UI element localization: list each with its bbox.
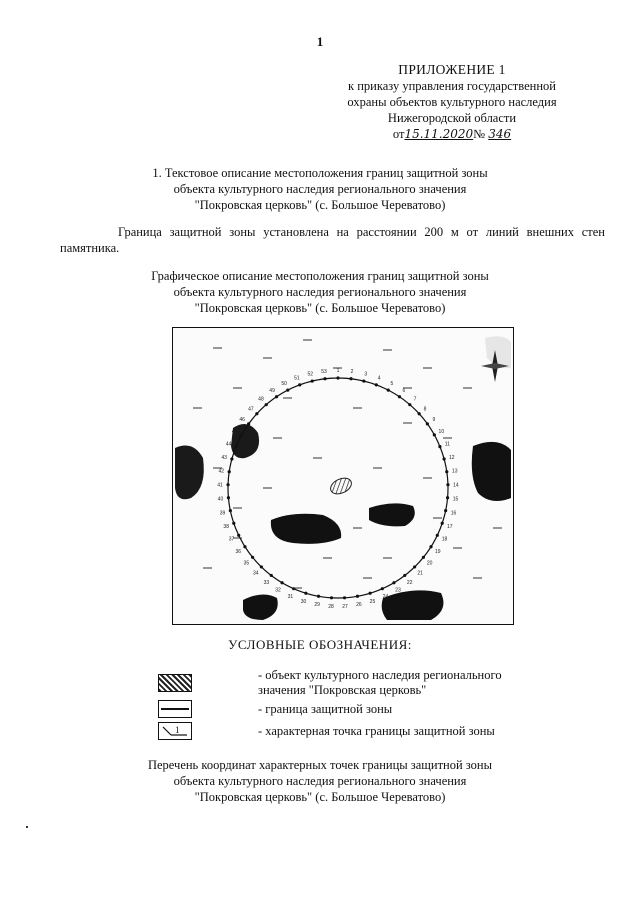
boundary-point-label: 14 xyxy=(453,482,459,489)
number-prefix: № xyxy=(473,127,486,141)
legend-item-point xyxy=(158,722,578,742)
boundary-point xyxy=(369,592,372,595)
boundary-point-label: 34 xyxy=(253,570,259,577)
boundary-point-label: 22 xyxy=(406,579,413,586)
terrain-blob xyxy=(271,514,341,544)
boundary-point xyxy=(265,403,268,406)
boundary-point xyxy=(270,574,273,577)
boundary-point xyxy=(422,556,425,559)
boundary-point-label: 9 xyxy=(432,417,436,424)
boundary-point xyxy=(251,556,254,559)
boundary-point xyxy=(426,422,429,425)
appendix-line-2: охраны объектов культурного наследия xyxy=(347,95,557,109)
boundary-point xyxy=(436,534,439,537)
boundary-point-label: 6 xyxy=(402,388,406,395)
boundary-point-label: 3 xyxy=(364,371,368,378)
boundary-point-label: 38 xyxy=(223,523,229,530)
boundary-point xyxy=(441,522,444,525)
boundary-point xyxy=(280,581,283,584)
boundary-point-label: 8 xyxy=(423,406,427,413)
boundary-point xyxy=(444,509,447,512)
legend-item-object-text xyxy=(258,668,558,698)
boundary-point xyxy=(433,433,436,436)
boundary-point-label: 51 xyxy=(294,375,300,382)
boundary-point xyxy=(304,592,307,595)
boundary-point-label: 53 xyxy=(321,368,327,375)
section-1-line-1: 1. Текстовое описание местоположения границ защитной зоны xyxy=(152,166,488,180)
graphic-line-1: Графическое описание местоположения границ защитной зоны xyxy=(151,269,489,283)
legend-title: УСЛОВНЫЕ ОБОЗНАЧЕНИЯ: xyxy=(228,637,412,652)
list-title-line-3: "Покровская церковь" (с. Большое Череватово) xyxy=(194,790,446,804)
boundary-point xyxy=(445,470,448,473)
boundary-point-label: 49 xyxy=(269,388,275,395)
terrain-blob xyxy=(485,336,511,368)
legend-item-boundary-text: - граница защитной зоны xyxy=(258,702,393,716)
boundary-point-label: 4 xyxy=(377,375,381,382)
boundary-point-label: 45 xyxy=(231,429,238,436)
date-prefix: от xyxy=(392,127,405,141)
boundary-point xyxy=(387,389,390,392)
boundary-point xyxy=(298,383,301,386)
boundary-point xyxy=(403,574,406,577)
boundary-point xyxy=(418,412,421,415)
boundary-point xyxy=(356,595,359,598)
boundary-point xyxy=(392,581,395,584)
boundary-point xyxy=(234,445,237,448)
boundary-point-label: 17 xyxy=(447,523,453,530)
protection-zone-map xyxy=(172,327,514,625)
boundary-point xyxy=(240,433,243,436)
boundary-point xyxy=(330,596,333,599)
boundary-point xyxy=(255,412,258,415)
terrain-blob xyxy=(175,446,204,500)
legend-item-object-line-1: - объект культурного наследия регионального xyxy=(258,668,502,682)
boundary-point-label: 46 xyxy=(239,417,245,424)
graphic-line-2: объекта культурного наследия регионального значения xyxy=(173,285,467,299)
boundary-point xyxy=(362,379,365,382)
hatch-symbol-icon xyxy=(158,674,192,692)
boundary-point-label: 20 xyxy=(426,560,433,567)
boundary-point xyxy=(343,596,346,599)
point-symbol-label: 1 xyxy=(175,725,180,735)
boundary-point-label: 15 xyxy=(452,496,459,503)
boundary-point xyxy=(381,587,384,590)
boundary-point-label: 31 xyxy=(287,593,294,600)
boundary-point-label: 26 xyxy=(356,602,362,609)
boundary-point xyxy=(237,534,240,537)
boundary-point xyxy=(232,522,235,525)
section-1-title xyxy=(0,165,640,213)
boundary-point xyxy=(375,383,378,386)
appendix-line-3: Нижегородской области xyxy=(387,111,517,125)
boundary-point-label: 12 xyxy=(449,454,455,461)
boundary-point-label: 5 xyxy=(390,381,394,388)
boundary-point-label: 7 xyxy=(413,396,417,403)
handwritten-number: 346 xyxy=(488,127,512,141)
boundary-point-label: 13 xyxy=(451,468,458,475)
point-symbol-icon xyxy=(158,722,192,740)
boundary-point xyxy=(446,483,449,486)
terrain-blob xyxy=(472,442,511,501)
map-drawing xyxy=(173,328,513,624)
boundary-point xyxy=(336,376,339,379)
boundary-point xyxy=(398,395,401,398)
legend-item-boundary xyxy=(158,700,578,720)
boundary-point-label: 23 xyxy=(395,587,401,594)
boundary-point-label: 48 xyxy=(258,396,264,403)
boundary-point xyxy=(229,509,232,512)
margin-dot xyxy=(26,826,28,828)
legend-item-object-line-2: значения "Покровская церковь" xyxy=(258,683,427,697)
boundary-point xyxy=(243,545,246,548)
boundary-point-label: 35 xyxy=(243,560,250,567)
boundary-point-label: 30 xyxy=(300,598,307,605)
boundary-paragraph: Граница защитной зоны установлена на расстоянии 200 м от линий внешних стен памятника. xyxy=(60,225,605,255)
church-object xyxy=(328,475,354,497)
boundary-point xyxy=(247,422,250,425)
boundary-point xyxy=(275,395,278,398)
boundary-point-label: 24 xyxy=(382,593,389,600)
boundary-point xyxy=(323,377,326,380)
boundary-point xyxy=(349,377,352,380)
boundary-point xyxy=(228,470,231,473)
boundary-point-label: 47 xyxy=(248,406,254,413)
terrain-blob xyxy=(369,503,415,526)
boundary-point xyxy=(413,565,416,568)
boundary-point xyxy=(227,496,230,499)
boundary-point-label: 2 xyxy=(350,368,354,375)
boundary-point-label: 36 xyxy=(235,548,242,555)
legend-item-point-text: - характерная точка границы защитной зоны xyxy=(258,724,495,738)
boundary-point-label: 43 xyxy=(221,454,227,461)
boundary-point-label: 25 xyxy=(369,598,376,605)
graphic-description-title xyxy=(0,268,640,316)
terrain-blob xyxy=(382,587,444,620)
boundary-point-label: 44 xyxy=(225,441,232,448)
boundary-point-label: 28 xyxy=(328,603,334,610)
boundary-point xyxy=(260,565,263,568)
boundary-point xyxy=(446,496,449,499)
order-date-line xyxy=(332,126,572,142)
boundary-point-label: 33 xyxy=(263,579,270,586)
boundary-point-label: 32 xyxy=(275,587,281,594)
boundary-point-label: 16 xyxy=(450,510,457,517)
boundary-point xyxy=(226,483,229,486)
appendix-title: ПРИЛОЖЕНИЕ 1 xyxy=(398,62,506,77)
legend-item-object xyxy=(158,668,578,700)
boundary-point-label: 19 xyxy=(434,548,441,555)
terrain-blob xyxy=(243,594,278,620)
boundary-point-label: 29 xyxy=(314,602,320,609)
boundary-point xyxy=(311,379,314,382)
boundary-point xyxy=(230,457,233,460)
boundary-point xyxy=(438,445,441,448)
boundary-point xyxy=(286,389,289,392)
boundary-point xyxy=(408,403,411,406)
boundary-point-label: 39 xyxy=(219,510,226,517)
appendix-header xyxy=(332,62,572,142)
list-title-line-2: объекта культурного наследия регионального значения xyxy=(173,774,467,788)
handwritten-date: 15.11.2020 xyxy=(404,127,474,141)
boundary-point-label: 21 xyxy=(417,570,423,577)
boundary-point-label: 52 xyxy=(307,371,314,378)
boundary-point-label: 50 xyxy=(281,381,287,388)
boundary-point-label: 10 xyxy=(438,429,445,436)
section-1-line-3: "Покровская церковь" (с. Большое Череватово) xyxy=(194,198,446,212)
boundary-point-label: 42 xyxy=(218,468,225,475)
appendix-line-1: к приказу управления государственной xyxy=(348,79,556,93)
boundary-point-label: 40 xyxy=(217,496,224,503)
list-title-line-1: Перечень координат характерных точек границы защитной зоны xyxy=(147,758,493,772)
boundary-line-symbol-icon xyxy=(158,700,192,718)
boundary-point xyxy=(443,457,446,460)
page-number: 1 xyxy=(316,34,324,49)
boundary-point xyxy=(317,595,320,598)
boundary-point xyxy=(429,545,432,548)
boundary-point-label: 11 xyxy=(444,441,450,448)
section-1-line-2: объекта культурного наследия регионального значения xyxy=(173,182,467,196)
graphic-line-3: "Покровская церковь" (с. Большое Череватово) xyxy=(194,301,446,315)
boundary-point-label: 18 xyxy=(441,536,448,543)
boundary-point-label: 1 xyxy=(336,368,340,374)
boundary-point-label: 37 xyxy=(228,536,235,543)
coordinates-list-title xyxy=(0,757,640,805)
boundary-point-label: 41 xyxy=(217,482,223,489)
boundary-point-label: 27 xyxy=(342,603,348,610)
